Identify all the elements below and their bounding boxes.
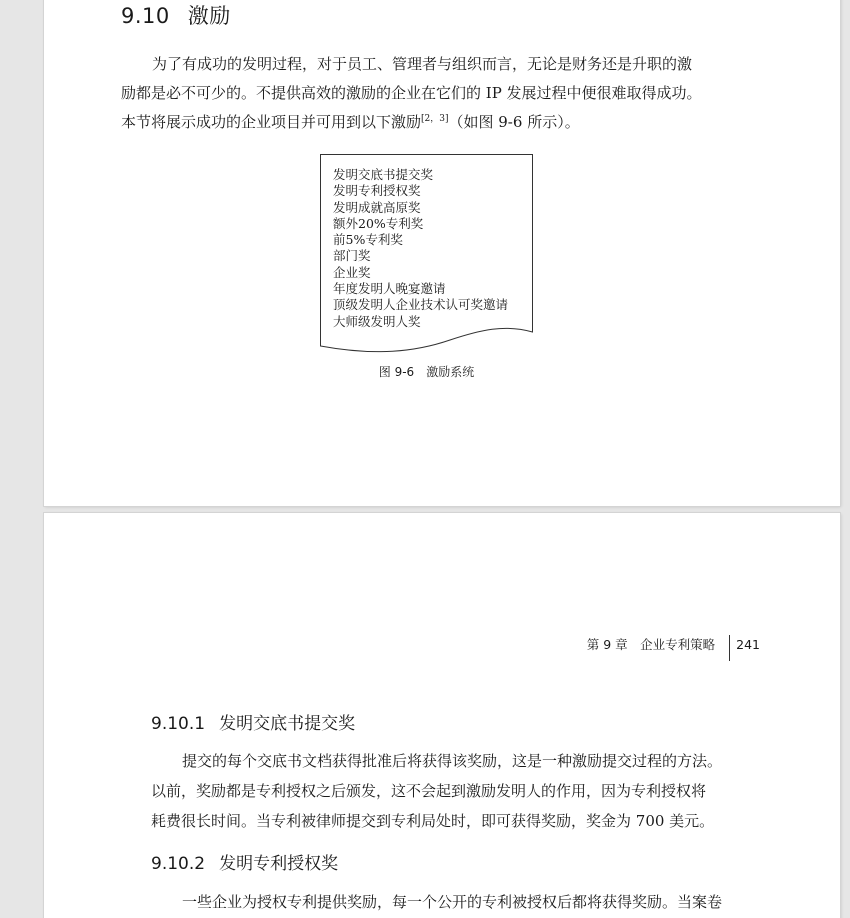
subsection-title: 发明交底书提交奖 <box>219 714 356 734</box>
subsection-number: 9.10.2 <box>151 854 206 874</box>
header-divider <box>729 635 730 661</box>
award-item: 发明成就高原奖 <box>333 199 421 215</box>
paragraph-line: 一些企业为授权专利提供奖励，每一个公开的专利被授权后都将获得奖励。当案卷 <box>182 893 723 911</box>
section-title: 激励 <box>187 4 231 28</box>
body-paragraph <box>151 887 771 917</box>
subsection-heading <box>151 849 338 874</box>
figure-number: 图 9-6 <box>378 365 415 379</box>
paragraph-line: 提交的每个交底书文档获得批准后将获得该奖励，这是一种激励提交过程的方法。 <box>182 752 723 770</box>
figure-caption <box>320 363 533 380</box>
citation-reference: [2，3] <box>421 114 449 124</box>
paragraph-line: 为了有成功的发明过程，对于员工、管理者与组织而言，无论是财务还是升职的激 <box>152 55 693 73</box>
award-item: 大师级发明人奖 <box>333 313 421 329</box>
figure-title: 激励系统 <box>426 365 475 379</box>
award-item: 额外20%专利奖 <box>333 215 424 231</box>
body-paragraph <box>151 746 771 836</box>
award-item: 年度发明人晚宴邀请 <box>333 281 446 297</box>
paragraph-line: 以前，奖励都是专利授权之后颁发，这不会起到激励发明人的作用，因为专利授权将 <box>151 782 707 800</box>
paragraph-line: 耗费很长时间。当专利被律师提交到专利局处时，即可获得奖励，奖金为 700 美元。 <box>151 812 715 830</box>
chapter-title: 第 9 章 企业专利策略 <box>586 637 716 652</box>
award-item: 部门奖 <box>333 248 371 264</box>
award-item: 顶级发明人企业技术认可奖邀请 <box>333 297 509 313</box>
section-heading <box>121 0 231 30</box>
subsection-heading <box>151 709 355 734</box>
page-241 <box>44 513 840 918</box>
award-item: 前5%专利奖 <box>333 232 403 248</box>
intro-paragraph <box>121 50 771 137</box>
paragraph-line: 励都是必不可少的。不提供高效的激励的企业在它们的 IP 发展过程中便很难取得成功。 <box>121 84 702 102</box>
running-header <box>587 631 760 657</box>
paragraph-line: 本节将展示成功的企业项目并可用到以下激励 <box>121 113 422 131</box>
subsection-title: 发明专利授权奖 <box>219 854 339 874</box>
award-item: 企业奖 <box>333 264 371 280</box>
section-number: 9.10 <box>121 4 170 28</box>
award-item: 发明专利授权奖 <box>333 183 421 199</box>
paragraph-line: （如图 9-6 所示）。 <box>448 113 580 131</box>
award-item: 发明交底书提交奖 <box>333 167 434 182</box>
incentive-system-figure <box>320 154 533 354</box>
page-240 <box>44 0 840 506</box>
award-list <box>333 167 508 330</box>
subsection-number: 9.10.1 <box>151 714 206 734</box>
page-number: 241 <box>736 636 760 652</box>
